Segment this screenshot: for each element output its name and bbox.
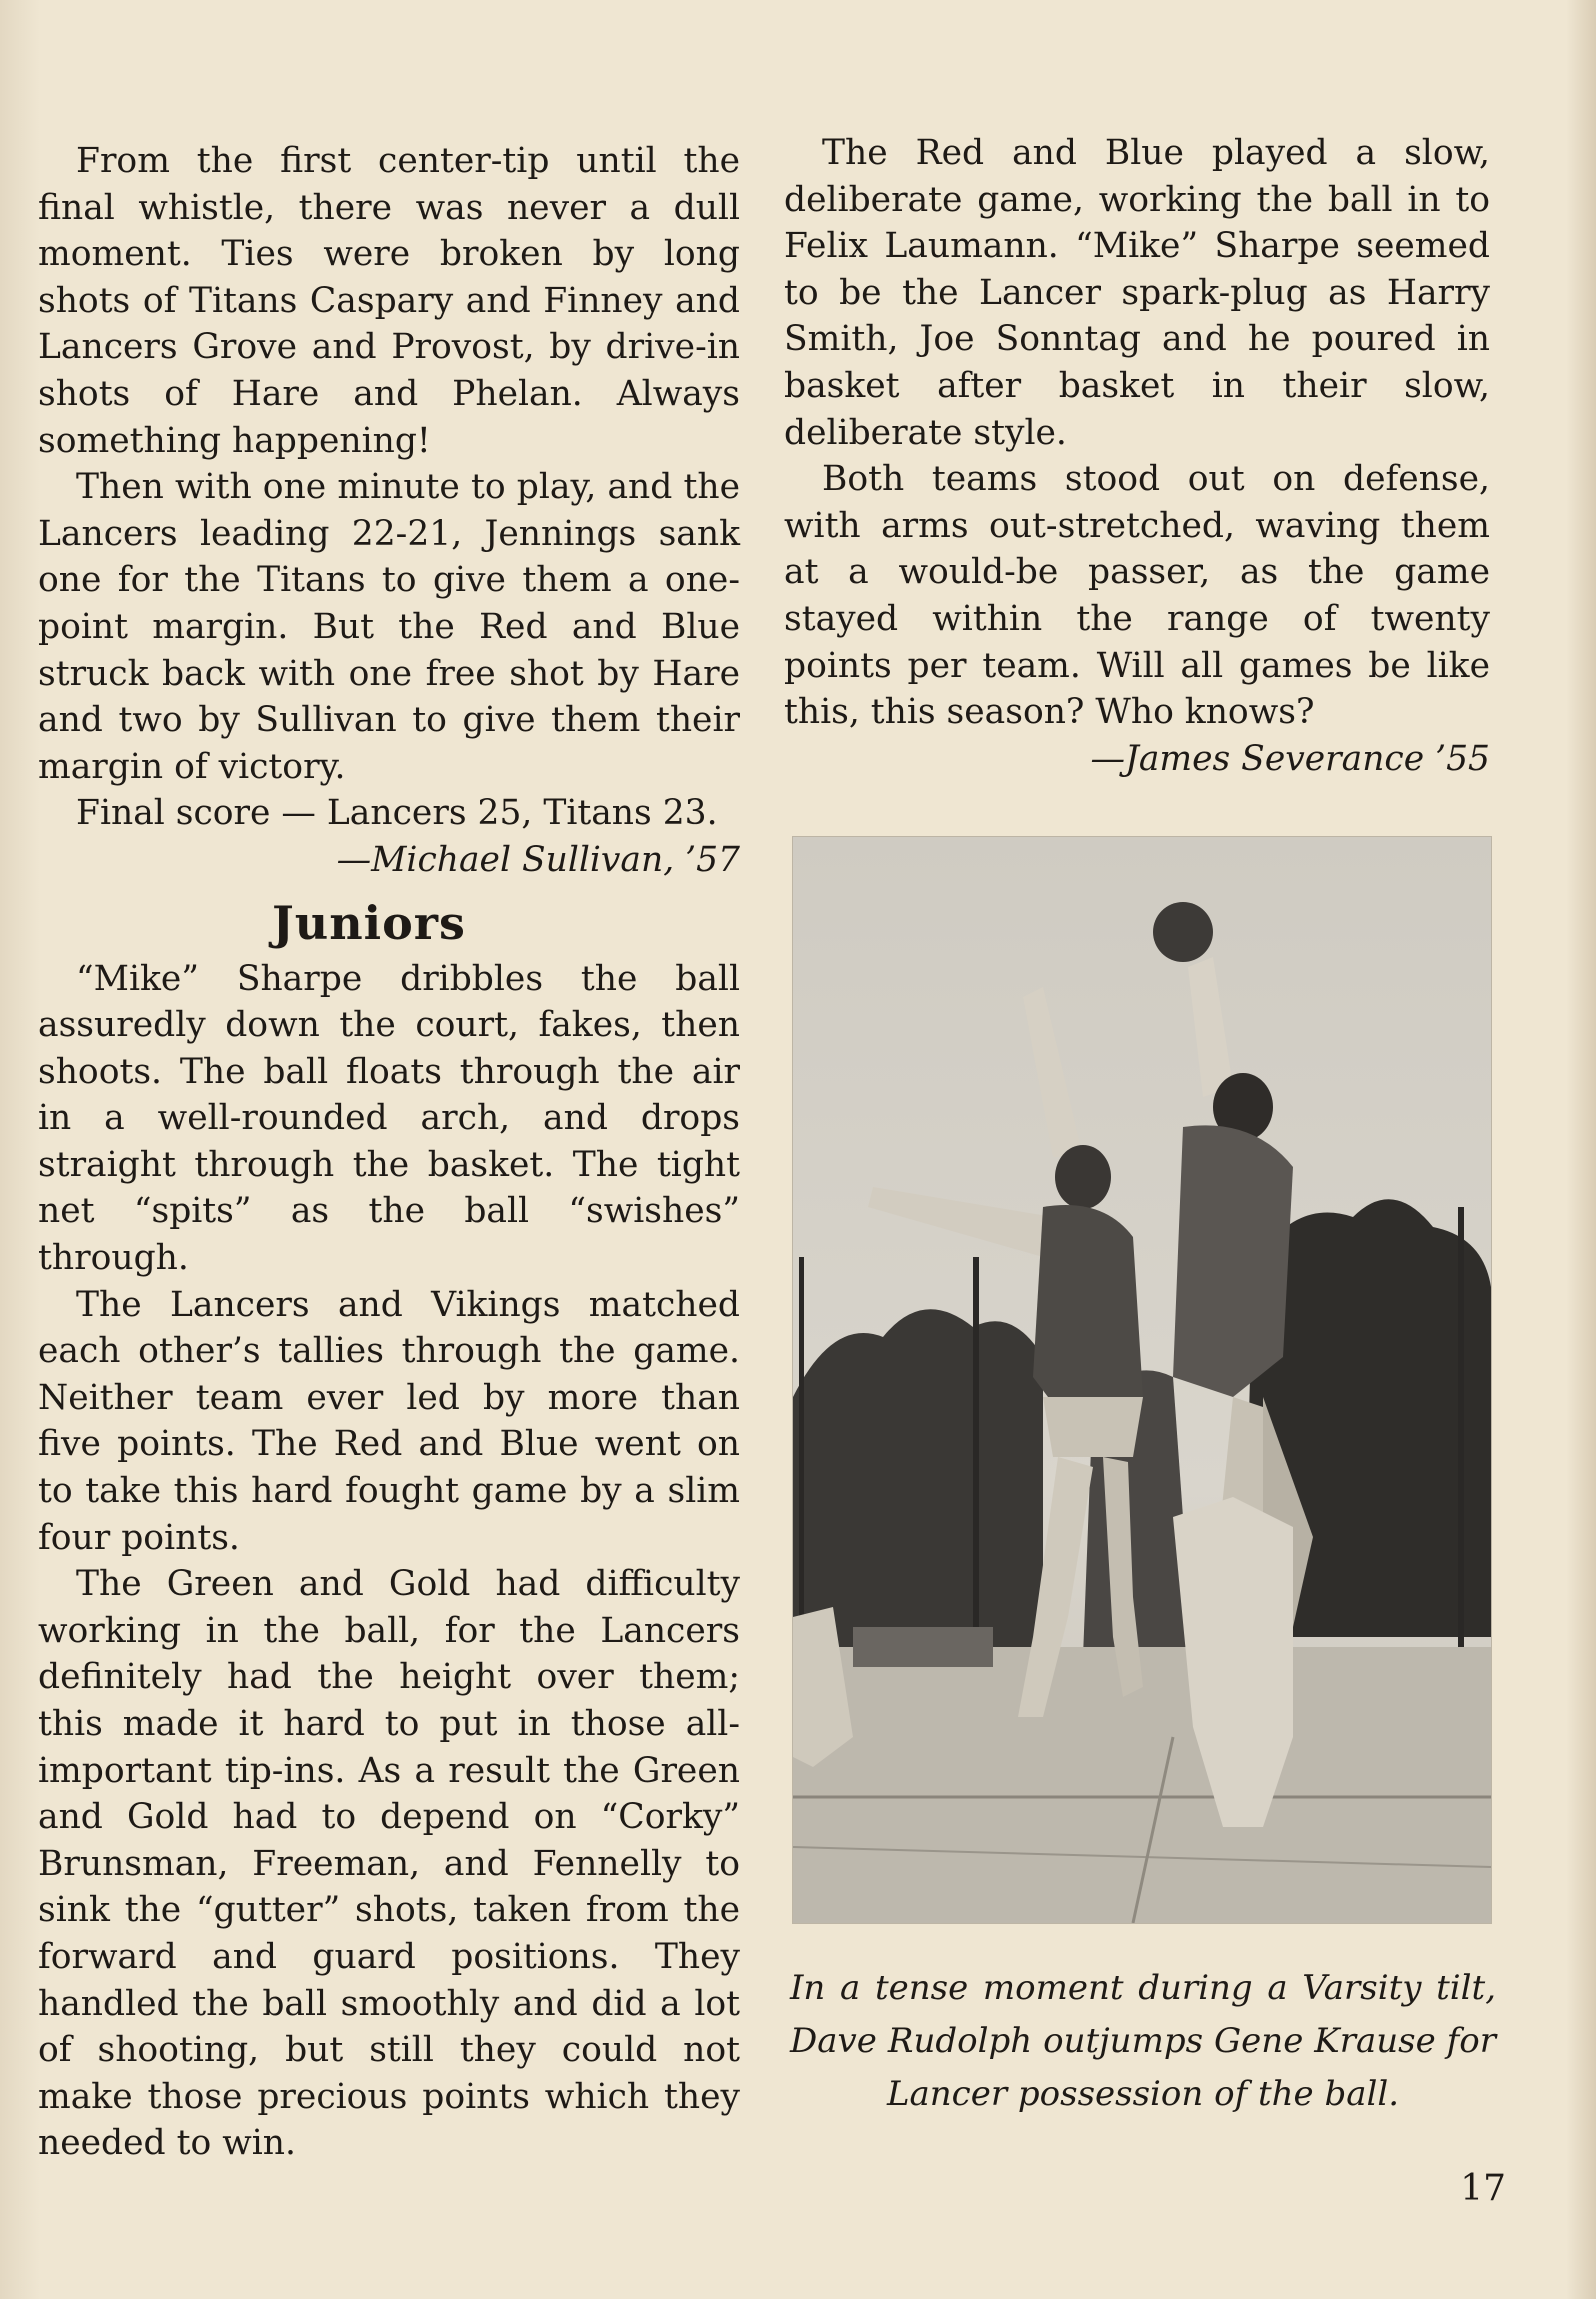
paragraph: “Mike” Sharpe dribbles the ball assuredly down the court, fakes, then shoots. The ball floats through the air in a well-rounded arch, and drops straight through the basket. The tight net “spits” as the ball “swishes” through.: [38, 958, 740, 1279]
section-heading: Juniors: [272, 895, 466, 950]
page-number: 17: [1460, 2168, 1506, 2209]
paragraph: From the first center-tip until the final whistle, there was never a dull moment. Ties were broken by long shots of Titans Caspary and Finney and Lancers Grove and Provost, by drive-in shots of Hare and Phelan. Always something happening!: [38, 141, 740, 461]
left-column: [38, 138, 740, 2167]
paragraph: The Red and Blue played a slow, deliberate game, working the ball in to Felix Laumann. “Mike” Sharpe seemed to be the Lancer spark-plug as Harry Smith, Joe Sonntag and he poured in basket after basket in their slow, deliberate style.: [784, 133, 1490, 453]
basketball-jump-ball-photo: [793, 837, 1491, 1923]
basketball-photo: [792, 836, 1492, 1924]
paragraph: Then with one minute to play, and the Lancers leading 22-21, Jennings sank one for the Titans to give them a one-point margin. But the Red and Blue struck back with one free shot by Hare and two by Sullivan to give them their margin of victory.: [38, 467, 740, 787]
paragraph: Both teams stood out on defense, with arms out-stretched, waving them at a would-be passer, as the game stayed within the range of twenty points per team. Will all games be like this, this season? Who knows?: [784, 459, 1490, 733]
paragraph: The Lancers and Vikings matched each other’s tallies through the game. Neither team ever led by more than five points. The Red and Blue went on to take this hard fought game by a slim four points.: [38, 1284, 740, 1558]
paragraph: Final score — Lancers 25, Titans 23.: [76, 793, 718, 834]
right-column: [784, 130, 1490, 782]
photo-caption: In a tense moment during a Varsity tilt, Dave Rudolph outjumps Gene Krause for Lancer possession of the ball.: [790, 1968, 1496, 2114]
byline: —Michael Sullivan, ’57: [336, 839, 740, 880]
paragraph: The Green and Gold had difficulty working in the ball, for the Lancers definitely had the height over them; this made it hard to put in those all-important tip-ins. As a result the Green and Gold had to depend on “Corky” Brunsman, Freeman, and Fennelly to sink the “gutter” shots, taken from the forward and guard positions. They handled the ball smoothly and did a lot of shooting, but still they could not make those precious points which they needed to win.: [38, 1564, 740, 2164]
byline: —James Severance ’55: [1090, 738, 1490, 779]
